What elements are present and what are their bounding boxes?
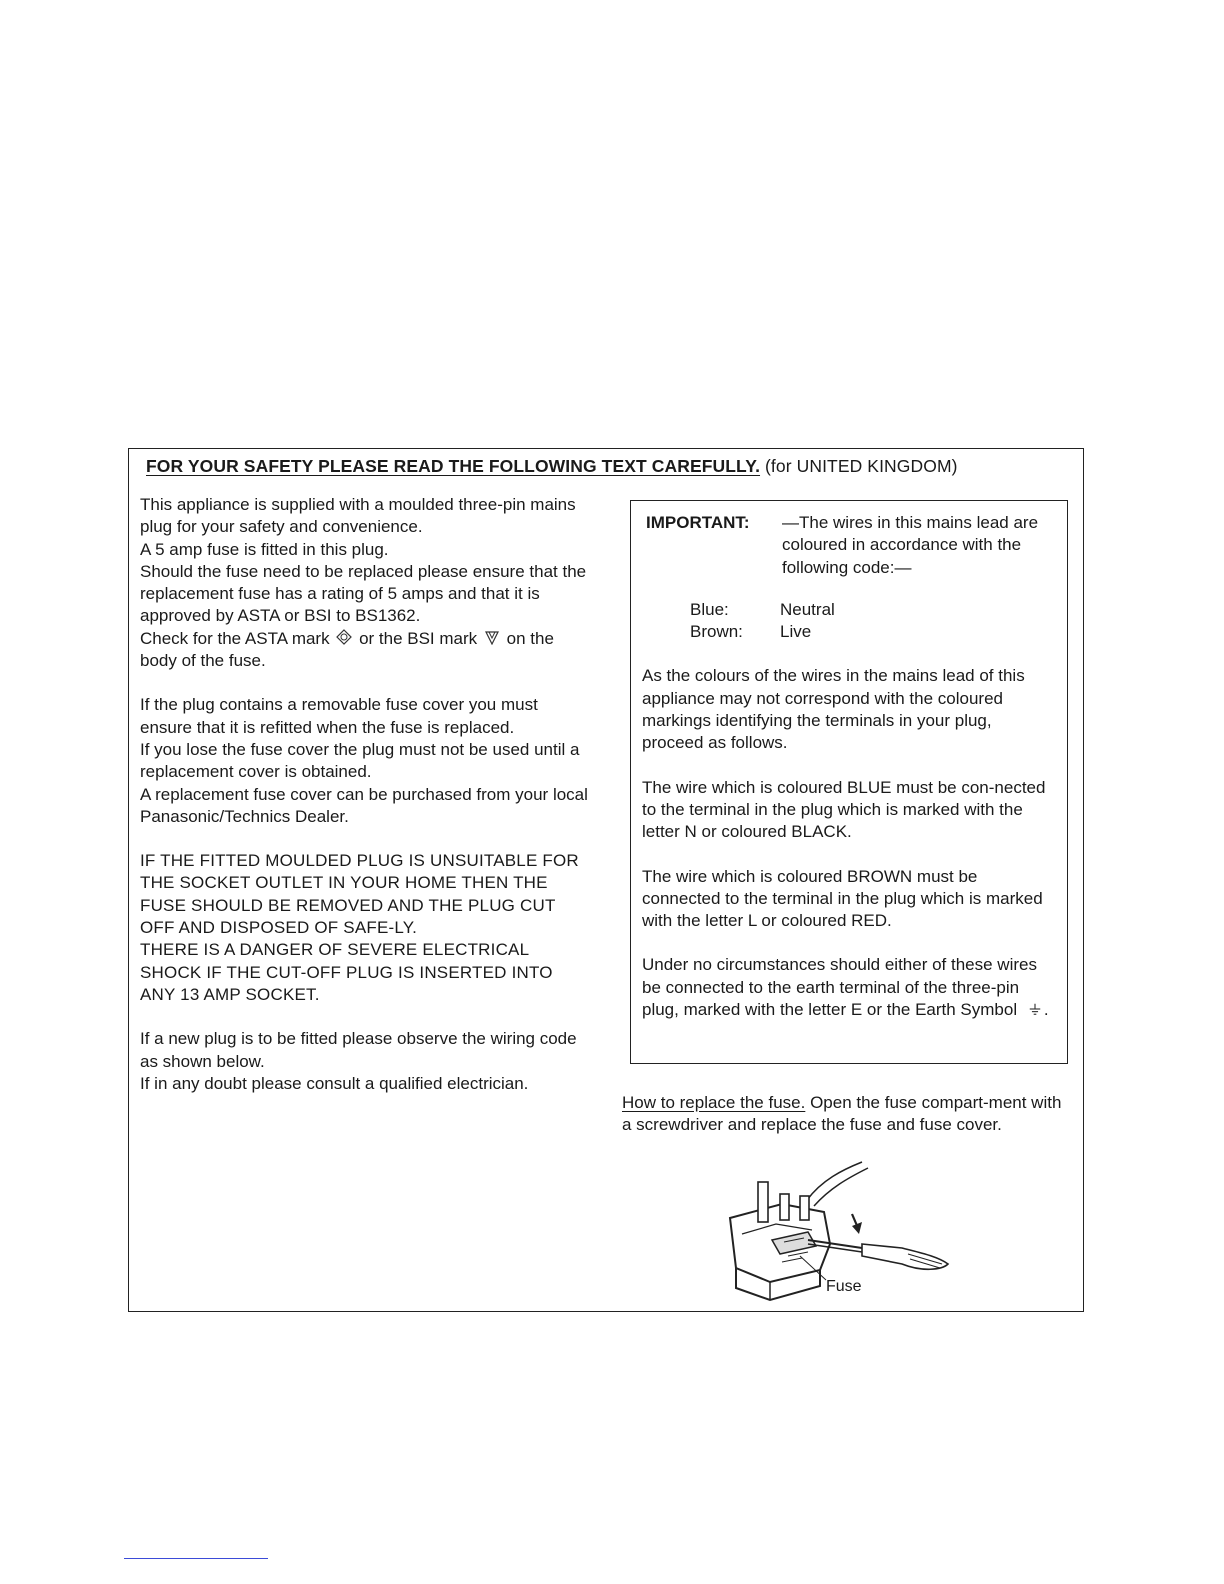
wire-function: Live (780, 622, 812, 642)
left-column (140, 494, 588, 1095)
left-p5: If the plug contains a removable fuse cover you must ensure that it is refitted when the fuse is replaced. (140, 695, 538, 737)
wire-colour: Blue: (690, 599, 729, 619)
replace-fuse-section (622, 1092, 1068, 1137)
replace-fuse-heading: How to replace the fuse. (622, 1093, 806, 1112)
important-header (642, 512, 1056, 579)
important-text: —The wires in this mains lead are coloured in accordance with the following code:— (782, 513, 1039, 577)
wire-code-row (690, 621, 1056, 643)
important-p1: As the colours of the wires in the mains lead of this appliance may not correspond with the coloured markings identifying the terminals in your plug, proceed as follows. (642, 666, 1025, 753)
left-p11: If in any doubt please consult a qualified electrician. (140, 1073, 529, 1093)
notice-title-region: (for UNITED KINGDOM) (765, 456, 958, 476)
important-p3: The wire which is coloured BROWN must be connected to the terminal in the plug which is marked with the letter L or coloured RED. (642, 866, 1043, 931)
wire-code-table (690, 599, 1056, 644)
wire-code-row (690, 599, 1056, 621)
important-p2: The wire which is coloured BLUE must be con-nected to the terminal in the plug which is marked with the letter N or coloured BLACK. (642, 777, 1046, 842)
earth-warning-end: . (1043, 1000, 1049, 1020)
left-p2: A 5 amp fuse is fitted in this plug. (140, 539, 389, 559)
footer-rule (124, 1558, 268, 1559)
notice-title-strong: FOR YOUR SAFETY PLEASE READ THE FOLLOWING TEXT CAREFULLY. (146, 456, 761, 476)
left-p1: This appliance is supplied with a moulded three-pin mains plug for your safety and convenience. (140, 495, 576, 537)
left-p10: If a new plug is to be fitted please observe the wiring code as shown below. (140, 1029, 577, 1071)
left-p9-warning: THERE IS A DANGER OF SEVERE ELECTRICAL SHOCK IF THE CUT-OFF PLUG IS INSERTED INTO ANY 13 AMP SOCKET. (140, 940, 553, 1004)
wire-colour: Brown: (690, 622, 743, 642)
left-p4 (140, 628, 588, 673)
replace-fuse-instructions: Open the fuse compart-ment with a screwdriver and replace the fuse and fuse cover. (622, 1093, 1062, 1135)
wire-function: Neutral (780, 599, 835, 619)
important-label: IMPORTANT: (646, 513, 750, 532)
bsi-mark-text: or the BSI mark (359, 628, 478, 648)
notice-title (146, 456, 958, 477)
asta-mark-icon (336, 629, 352, 645)
left-p8-warning: IF THE FITTED MOULDED PLUG IS UNSUITABLE FOR THE SOCKET OUTLET IN YOUR HOME THEN THE FUSE SHOULD BE REMOVED AND THE PLUG CUT OFF AND DISPOSED OF SAFE-LY. (140, 851, 579, 938)
important-column (642, 512, 1056, 1021)
bsi-kitemark-icon (484, 629, 500, 645)
replace-fuse-text (622, 1092, 1068, 1137)
fuse-label: Fuse (826, 1278, 862, 1295)
left-p7: A replacement fuse cover can be purchased from your local Panasonic/Technics Dealer. (140, 784, 588, 826)
fuse-body-text: on the body of the fuse. (140, 628, 554, 671)
earth-symbol-icon (1028, 1002, 1042, 1016)
important-p4 (642, 954, 1056, 1021)
left-p6: If you lose the fuse cover the plug must not be used until a replacement cover is obtained. (140, 739, 580, 782)
earth-warning-text: Under no circumstances should either of these wires be connected to the earth terminal of the three-pin plug, marked with the letter E or the Earth Symbol (642, 955, 1037, 1020)
left-p3: Should the fuse need to be replaced please ensure that the replacement fuse has a rating of 5 amps and that it is approved by ASTA or BSI to BS1362. (140, 561, 587, 626)
asta-mark-text: Check for the ASTA mark (140, 628, 330, 648)
